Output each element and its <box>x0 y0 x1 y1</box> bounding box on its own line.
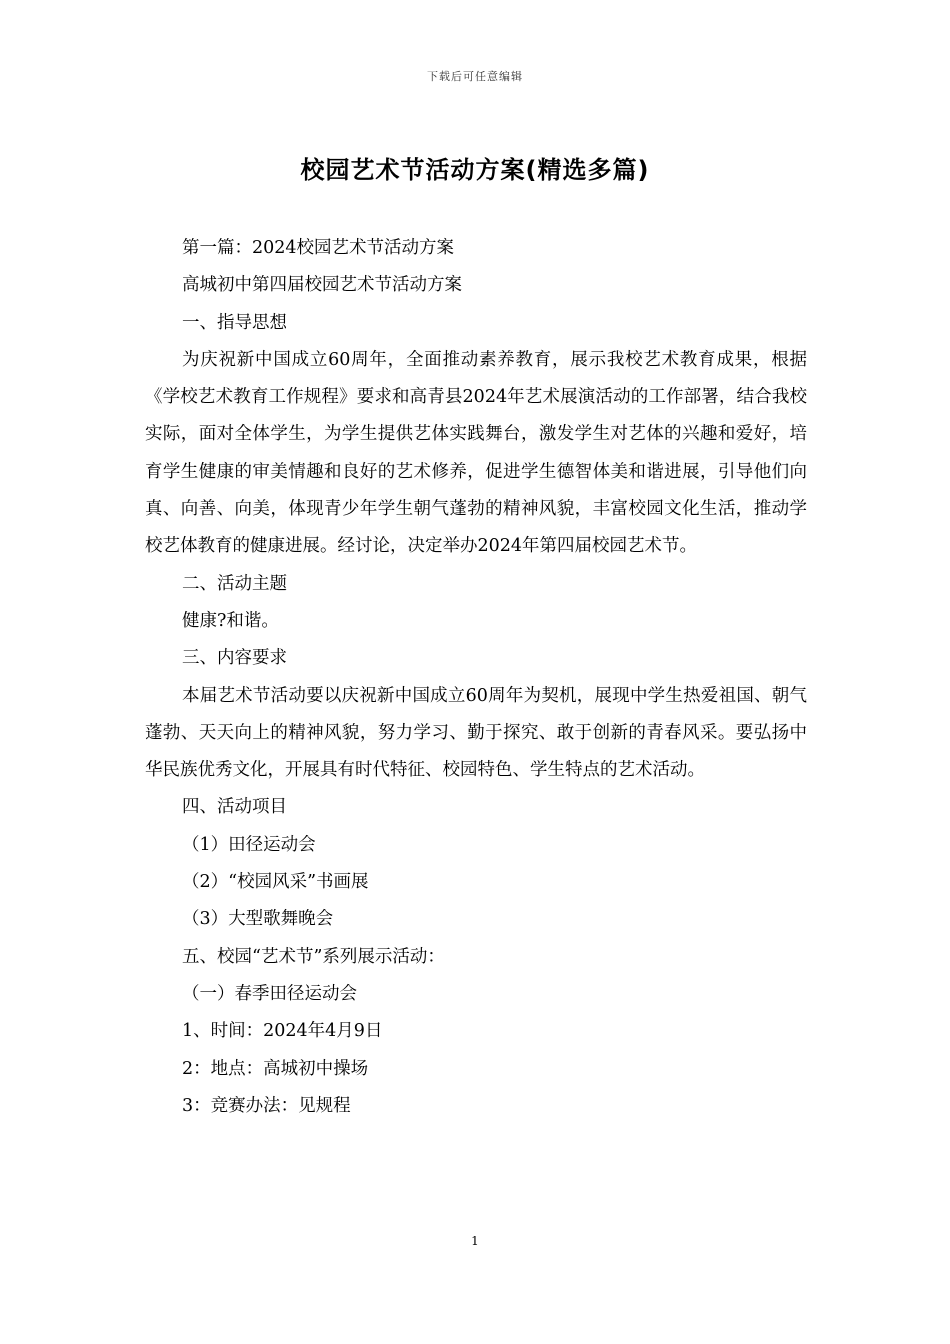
document-title: 校园艺术节活动方案(精选多篇) <box>300 156 650 184</box>
document-body <box>145 230 807 1125</box>
heading-showcase-activities: 五、校园“艺术节”系列展示活动： <box>182 946 445 967</box>
detail-location: 2：地点：高城初中操场 <box>182 1058 369 1079</box>
section-heading-part-one: 第一篇：2024校园艺术节活动方案 <box>182 238 455 258</box>
header-note: 下载后可任意编辑 <box>427 70 523 83</box>
heading-guiding-thought: 一、指导思想 <box>182 312 287 333</box>
subheading-spring-sports-meet: （一）春季田径运动会 <box>182 983 357 1004</box>
activity-item-1: （1）田径运动会 <box>182 834 316 855</box>
detail-time: 1、时间：2024年4月9日 <box>182 1021 383 1042</box>
heading-activity-items: 四、活动项目 <box>182 797 287 818</box>
paragraph-guiding-thought: 为庆祝新中国成立60周年，全面推动素养教育，展示我校艺术教育成果，根据《学校艺术教育工作规程》要求和高青县2024年艺术展演活动的工作部署，结合我校实际，面对全体学生，为学生提供艺体实践舞台，激发学生对艺体的兴趣和爱好，培育学生健康的审美情趣和良好的艺术修养，促进学生德智体美和谐进展，引导他们向真、向善、向美，体现青少年学生朝气蓬勃的精神风貌，丰富校园文化生活，推动学校艺体教育的健康进展。经讨论，决定举办2024年第四届校园艺术节。 <box>145 349 807 557</box>
activity-item-2: （2）“校园风采”书画展 <box>182 872 369 893</box>
page-number: 1 <box>471 1234 479 1248</box>
paragraph-content-requirements: 本届艺术节活动要以庆祝新中国成立60周年为契机，展现中学生热爱祖国、朝气蓬勃、天天向上的精神风貌，努力学习、勤于探究、敢于创新的青春风采。要弘扬中华民族优秀文化，开展具有时代特征、校园特色、学生特点的艺术活动。 <box>145 685 807 781</box>
heading-content-requirements: 三、内容要求 <box>182 648 287 669</box>
heading-activity-theme: 二、活动主题 <box>182 573 287 594</box>
plan-subtitle: 高城初中第四届校园艺术节活动方案 <box>182 275 462 296</box>
activity-theme-text: 健康?和谐。 <box>182 610 279 631</box>
detail-rules: 3：竞赛办法：见规程 <box>182 1095 351 1116</box>
activity-item-3: （3）大型歌舞晚会 <box>182 909 334 930</box>
